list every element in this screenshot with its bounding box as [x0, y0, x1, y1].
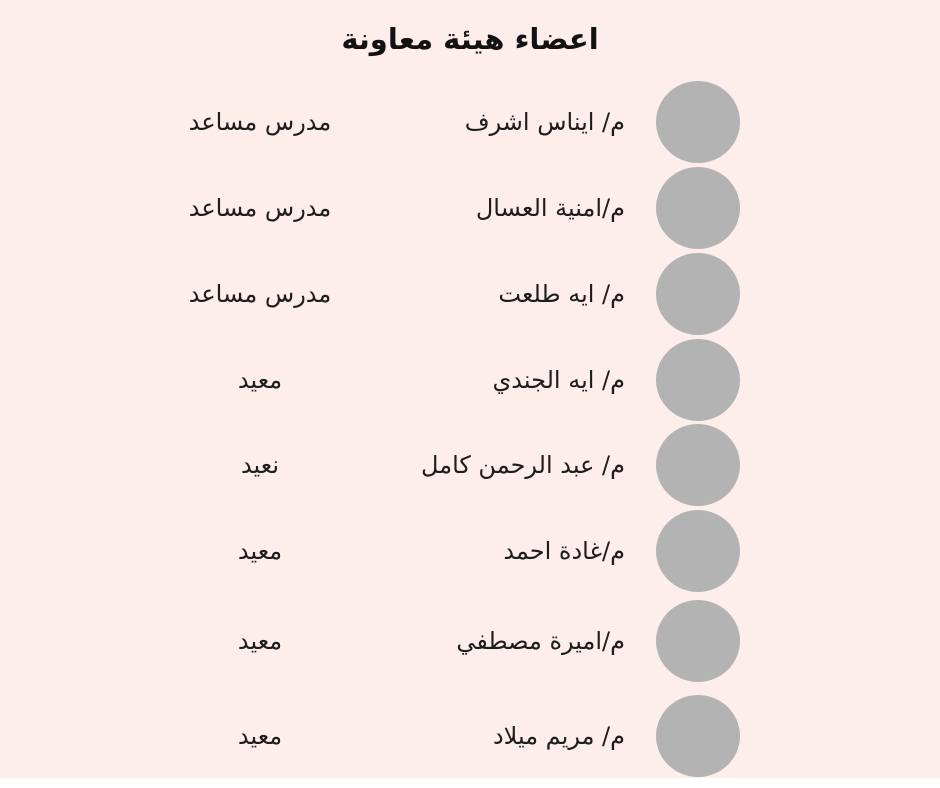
member-row	[0, 423, 940, 507]
avatar-circle	[656, 167, 740, 249]
bottom-divider	[0, 778, 940, 783]
member-role: معيد	[237, 627, 283, 655]
member-role: معيد	[237, 722, 283, 750]
avatar-circle	[656, 510, 740, 592]
avatar-circle	[656, 81, 740, 163]
member-row	[0, 252, 940, 336]
member-role: نعيد	[240, 451, 280, 479]
member-name: م/ ايناس اشرف	[464, 108, 625, 136]
avatar-circle	[656, 600, 740, 682]
member-row	[0, 599, 940, 683]
member-name: م/غادة احمد	[503, 537, 625, 565]
member-row	[0, 80, 940, 164]
member-role: مدرس مساعد	[188, 280, 332, 308]
member-name: م/ عبد الرحمن كامل	[421, 451, 625, 479]
member-name: م/امنية العسال	[475, 194, 625, 222]
member-row	[0, 694, 940, 778]
member-row	[0, 166, 940, 250]
member-name: م/ مريم ميلاد	[492, 722, 625, 750]
member-role: مدرس مساعد	[188, 194, 332, 222]
member-name: م/ ايه طلعت	[498, 280, 625, 308]
member-row	[0, 338, 940, 422]
member-role: معيد	[237, 366, 283, 394]
avatar-circle	[656, 339, 740, 421]
avatar-circle	[656, 424, 740, 506]
member-name: م/ ايه الجندي	[492, 366, 625, 394]
page-title: اعضاء هيئة معاونة	[341, 22, 599, 56]
member-name: م/اميرة مصطفي	[456, 627, 625, 655]
avatar-circle	[656, 695, 740, 777]
avatar-circle	[656, 253, 740, 335]
member-row	[0, 509, 940, 593]
member-role: مدرس مساعد	[188, 108, 332, 136]
member-role: معيد	[237, 537, 283, 565]
